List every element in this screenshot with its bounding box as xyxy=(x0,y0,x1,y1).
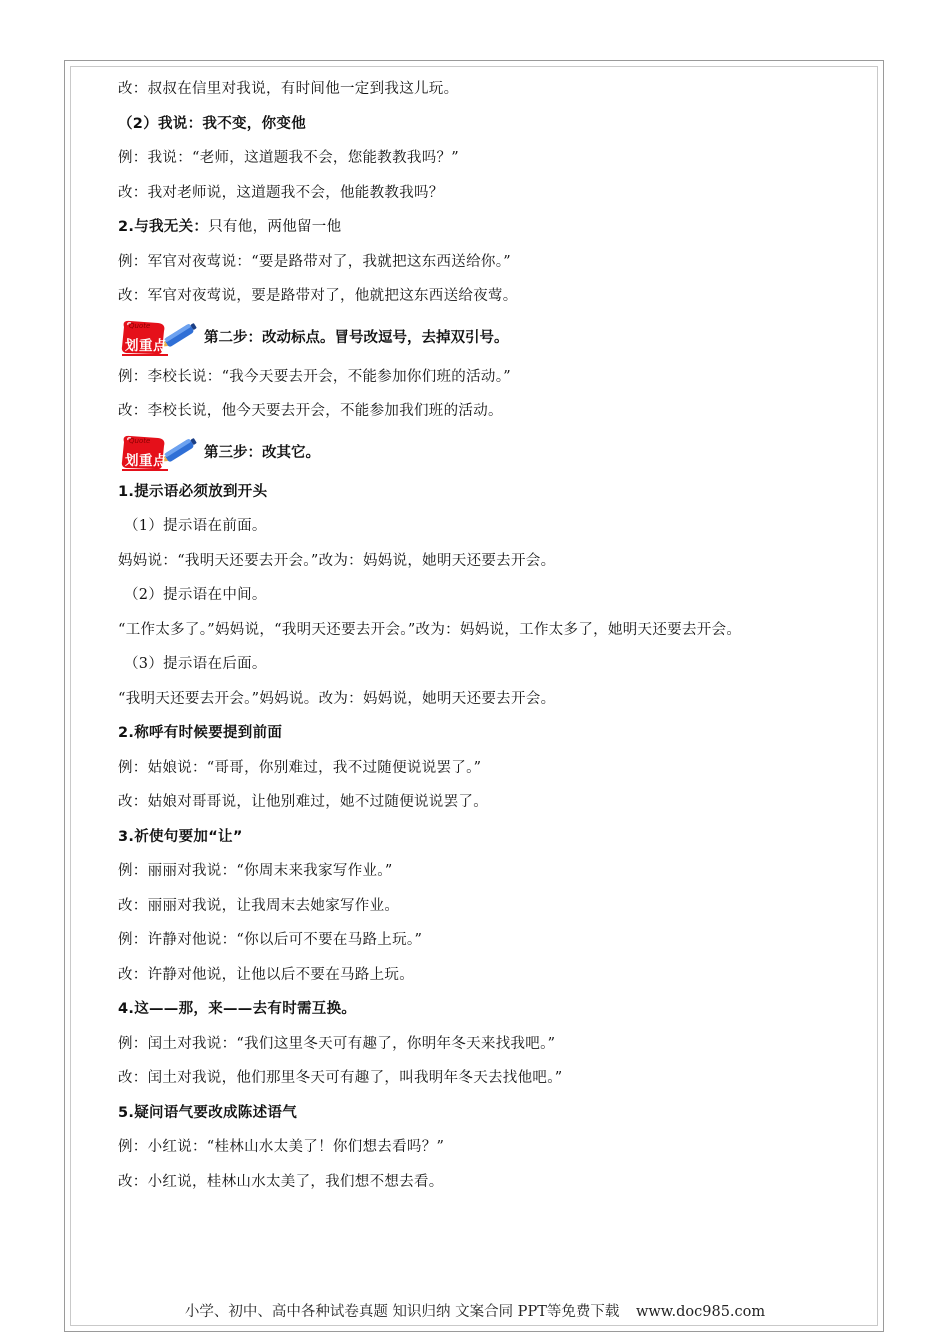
step-two-title: 第二步：改动标点。冒号改逗号，去掉双引号。 xyxy=(204,330,509,346)
revised-line: 改：丽丽对我说，让我周末去她家写作业。 xyxy=(118,897,400,914)
example-line: 例：军官对夜莺说：“要是路带对了，我就把这东西送给你。” xyxy=(118,253,511,270)
sub-rule: （3）提示语在后面。 xyxy=(124,656,267,672)
badge-quote: Quote xyxy=(129,321,151,330)
example-line: 妈妈说：“我明天还要去开会。”改为：妈妈说，她明天还要去开会。 xyxy=(118,552,556,569)
badge-label: 划重点 xyxy=(125,452,167,469)
rule-line xyxy=(118,210,898,245)
sub-rule: （1）提示语在前面。 xyxy=(124,518,267,534)
revised-line: 改：闰土对我说，他们那里冬天可有趣了，叫我明年冬天去找他吧。” xyxy=(118,1070,563,1086)
rule-heading: 3.祈使句要加“让” xyxy=(118,828,243,845)
badge-quote: Quote xyxy=(129,436,151,445)
revised-line: 改：军官对夜莺说，要是路带对了，他就把这东西送给夜莺。 xyxy=(118,288,518,304)
rule-heading: 5.疑问语气要改成陈述语气 xyxy=(118,1104,297,1121)
step-three-title: 第三步：改其它。 xyxy=(204,445,320,461)
step-three-heading xyxy=(118,429,898,475)
rule-heading: 4.这——那，来——去有时需互换。 xyxy=(118,1001,357,1017)
rule-heading: 1.提示语必须放到开头 xyxy=(118,483,268,500)
footer-url[interactable]: www.doc985.com xyxy=(635,1304,766,1320)
subheading: （2）我说：我不变，你变他 xyxy=(118,115,306,132)
document-body xyxy=(118,72,898,1199)
revised-line: 改：小红说，桂林山水太美了，我们想不想去看。 xyxy=(118,1173,444,1190)
rule-heading: 2.称呼有时候要提到前面 xyxy=(118,725,283,741)
badge-label: 划重点 xyxy=(125,337,167,354)
example-line: 例：丽丽对我说：“你周末来我家写作业。” xyxy=(118,863,393,879)
revised-line: 改：李校长说，他今天要去开会，不能参加我们班的活动。 xyxy=(118,403,503,419)
example-line: 例：我说：“老师，这道题我不会，您能教教我吗？” xyxy=(118,150,460,166)
sub-rule: （2）提示语在中间。 xyxy=(124,587,267,603)
page-footer xyxy=(0,1300,950,1321)
footer-text: 小学、初中、高中各种试卷真题 知识归纳 文案合同 PPT等免费下载 xyxy=(184,1304,620,1320)
rule-label: 2.与我无关： xyxy=(118,219,209,235)
example-line: 例：小红说：“桂林山水太美了！你们想去看吗？” xyxy=(118,1139,445,1155)
example-line: 例：闰土对我说：“我们这里冬天可有趣了，你明年冬天来找我吧。” xyxy=(118,1035,556,1052)
example-line: 例：许静对他说：“你以后可不要在马路上玩。” xyxy=(118,932,423,948)
revised-line: 改：我对老师说，这道题我不会，他能教教我吗？ xyxy=(118,184,444,201)
revised-line: 改：姑娘对哥哥说，让他别难过，她不过随便说说罢了。 xyxy=(118,794,488,810)
highlight-badge xyxy=(118,317,198,357)
example-line: “工作太多了。”妈妈说，“我明天还要去开会。”改为：妈妈说，工作太多了，她明天还要去开会。 xyxy=(118,621,742,638)
example-line: “我明天还要去开会。”妈妈说。改为：妈妈说，她明天还要去开会。 xyxy=(118,690,556,707)
example-line: 例：姑娘说：“哥哥，你别难过，我不过随便说说罢了。” xyxy=(118,759,482,776)
example-line: 例：李校长说：“我今天要去开会，不能参加你们班的活动。” xyxy=(118,368,511,385)
revised-line: 改：许静对他说，让他以后不要在马路上玩。 xyxy=(118,966,414,983)
highlight-badge xyxy=(118,432,198,472)
rule-text: 只有他，两他留一他 xyxy=(208,219,342,235)
step-two-heading xyxy=(118,314,898,360)
text-line: 改：叔叔在信里对我说，有时间他一定到我这儿玩。 xyxy=(118,81,459,97)
